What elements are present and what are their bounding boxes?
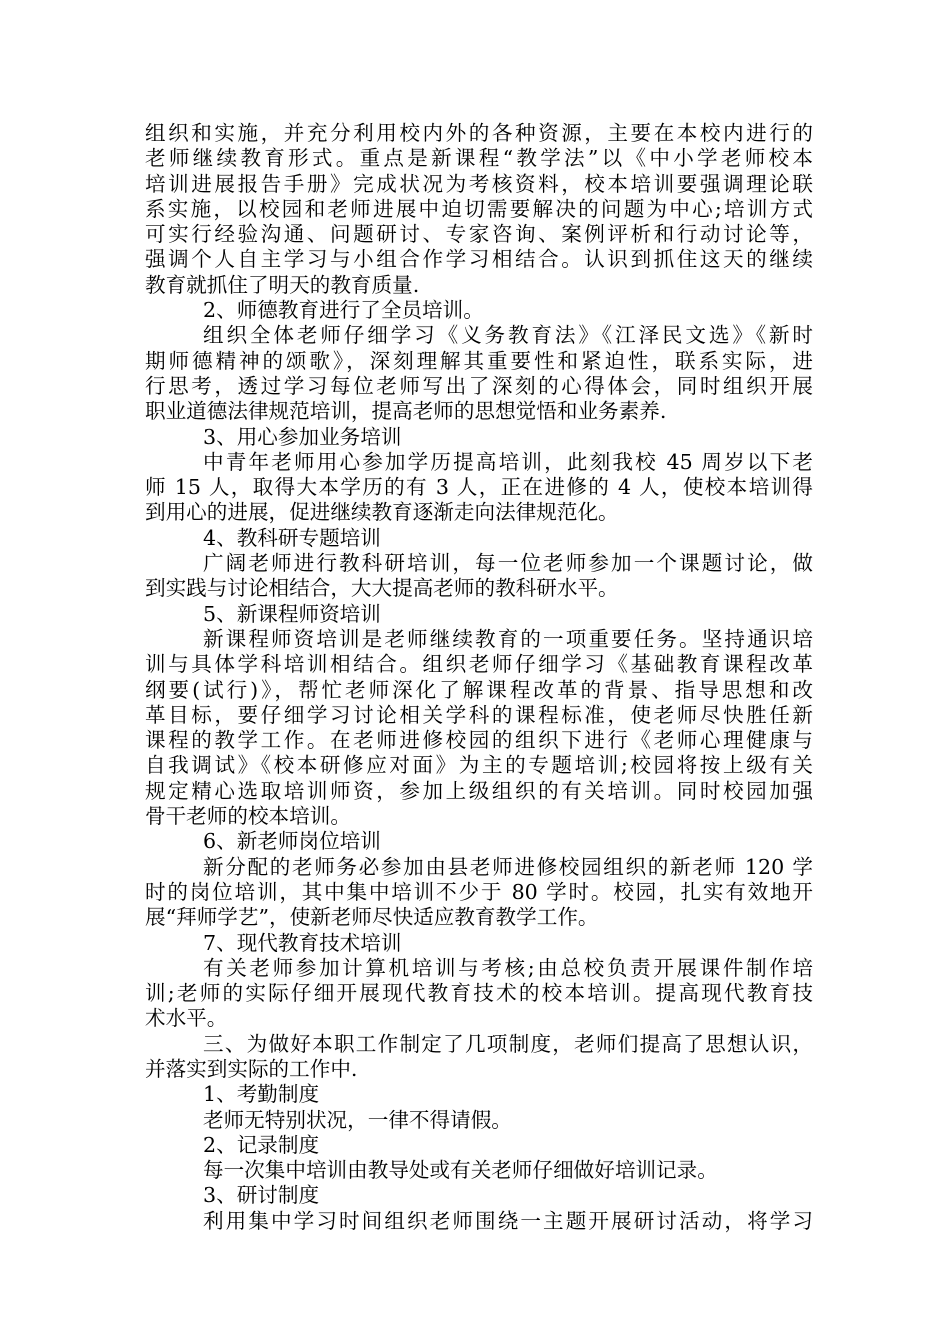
text-line: 到实践与讨论相结合，大大提高老师的教科研水平。 xyxy=(145,576,619,601)
text-line: 并落实到实际的工作中. xyxy=(145,1056,358,1081)
text-line: 纲要(试行)》，帮忙老师深化了解课程改革的背景、指导思想和改 xyxy=(145,677,813,702)
text-line: 期师德精神的颂歌》，深刻理解其重要性和紧迫性，联系实际，进 xyxy=(145,348,813,373)
text-line: 可实行经验沟通、问题研讨、专家咨询、案例评析和行动讨论等， xyxy=(145,222,813,247)
text-line: 2、师德教育进行了全员培训。 xyxy=(203,298,484,323)
text-line: 新课程师资培训是老师继续教育的一项重要任务。坚持通识培 xyxy=(203,626,813,651)
text-line: 术水平。 xyxy=(145,1006,228,1031)
text-line: 新分配的老师务必参加由县老师进修校园组织的新老师 120 学 xyxy=(203,854,813,879)
text-line: 每一次集中培训由教导处或有关老师仔细做好培训记录。 xyxy=(203,1158,718,1183)
text-line: 规定精心选取培训师资，参加上级组织的有关培训。同时校园加强 xyxy=(145,778,813,803)
text-line: 训与具体学科培训相结合。组织老师仔细学习《基础教育课程改革 xyxy=(145,652,813,677)
text-line: 课程的教学工作。在老师进修校园的组织下进行《老师心理健康与 xyxy=(145,728,813,753)
text-line: 有关老师参加计算机培训与考核;由总校负责开展课件制作培 xyxy=(203,955,813,980)
text-line: 骨干老师的校本培训。 xyxy=(145,804,351,829)
text-line: 1、考勤制度 xyxy=(203,1082,320,1107)
text-line: 7、现代教育技术培训 xyxy=(203,930,402,955)
text-line: 训;老师的实际仔细开展现代教育技术的校本培训。提高现代教育技 xyxy=(145,981,813,1006)
text-line: 5、新课程师资培训 xyxy=(203,601,381,626)
text-line: 自我调试》《校本研修应对面》为主的专题培训;校园将按上级有关 xyxy=(145,753,813,778)
text-line: 时的岗位培训，其中集中培训不少于 80 学时。校园，扎实有效地开 xyxy=(145,879,813,904)
text-line: 革目标，要仔细学习讨论相关学科的课程标准，使老师尽快胜任新 xyxy=(145,702,813,727)
text-line: 老师继续教育形式。重点是新课程“教学法”以《中小学老师校本 xyxy=(145,146,813,171)
text-line: 广阔老师进行教科研培训，每一位老师参加一个课题讨论，做 xyxy=(203,551,813,576)
document-page xyxy=(145,121,813,1234)
text-line: 教育就抓住了明天的教育质量. xyxy=(145,272,420,297)
text-line: 到用心的进展，促进继续教育逐渐走向法律规范化。 xyxy=(145,500,619,525)
text-line: 2、记录制度 xyxy=(203,1132,320,1157)
text-line: 利用集中学习时间组织老师围绕一主题开展研讨活动，将学习 xyxy=(203,1208,813,1233)
text-line: 三、为做好本职工作制定了几项制度，老师们提高了思想认识， xyxy=(203,1031,813,1056)
text-line: 老师无特别状况，一律不得请假。 xyxy=(203,1107,512,1132)
text-line: 师 15 人，取得大本学历的有 3 人，正在进修的 4 人，使校本培训得 xyxy=(145,475,813,500)
text-line: 组织和实施，并充分利用校内外的各种资源，主要在本校内进行的 xyxy=(145,121,813,145)
text-line: 培训进展报告手册》完成状况为考核资料，校本培训要强调理论联 xyxy=(145,171,813,196)
text-line: 4、教科研专题培训 xyxy=(203,525,381,550)
text-line: 中青年老师用心参加学历提高培训，此刻我校 45 周岁以下老 xyxy=(203,449,813,474)
text-line: 强调个人自主学习与小组合作学习相结合。认识到抓住这天的继续 xyxy=(145,247,813,272)
text-line: 行思考，透过学习每位老师写出了深刻的心得体会，同时组织开展 xyxy=(145,373,813,398)
text-line: 系实施，以校园和老师进展中迫切需要解决的问题为中心;培训方式 xyxy=(145,196,813,221)
text-line: 职业道德法律规范培训，提高老师的思想觉悟和业务素养. xyxy=(145,399,667,424)
text-line: 3、用心参加业务培训 xyxy=(203,424,402,449)
text-line: 6、新老师岗位培训 xyxy=(203,829,381,854)
text-line: 展“拜师学艺”，使新老师尽快适应教育教学工作。 xyxy=(145,905,599,930)
text-line: 3、研讨制度 xyxy=(203,1183,320,1208)
text-line: 组织全体老师仔细学习《义务教育法》《江泽民文选》《新时 xyxy=(203,323,813,348)
